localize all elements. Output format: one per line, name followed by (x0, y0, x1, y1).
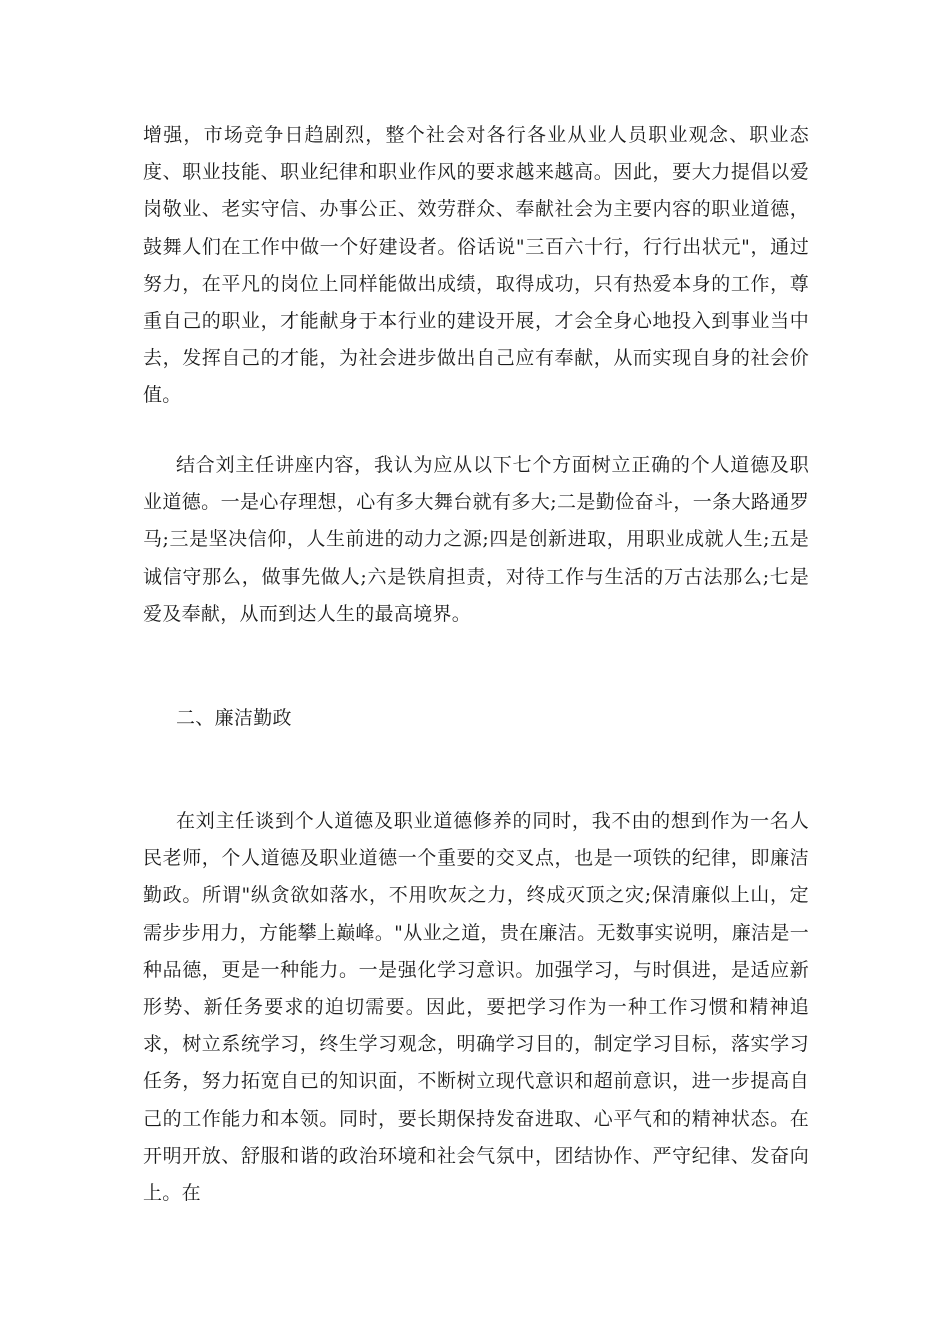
body-paragraph: 在刘主任谈到个人道德及职业道德修养的同时，我不由的想到作为一名人民老师，个人道德及职业道德一个重要的交叉点，也是一项铁的纪律，即廉洁勤政。所谓"纵贪欲如落水，不用吹灰之力，终成灭顶之灾;保清廉似上山，定需步步用力，方能攀上巅峰。"从业之道，贵在廉洁。无数事实说明，廉洁是一种品德，更是一种能力。一是强化学习意识。加强学习，与时俱进，是适应新形势、新任务要求的迫切需要。因此，要把学习作为一种工作习惯和精神追求，树立系统学习，终生学习观念，明确学习目的，制定学习目标，落实学习任务，努力拓宽自已的知识面，不断树立现代意识和超前意识，进一步提高自己的工作能力和本领。同时，要长期保持发奋进取、心平气和的精神状态。在开明开放、舒服和谐的政治环境和社会气氛中，团结协作、严守纪律、发奋向上。在 (143, 810, 809, 1205)
body-paragraph: 增强，市场竞争日趋剧烈，整个社会对各行各业从业人员职业观念、职业态度、职业技能、职业纪律和职业作风的要求越来越高。因此，要大力提倡以爱岗敬业、老实守信、办事公正、效劳群众、奉献社会为主要内容的职业道德，鼓舞人们在工作中做一个好建设者。俗话说"三百六十行，行行出状元"，通过努力，在平凡的岗位上同样能做出成绩，取得成功，只有热爱本身的工作，尊重自己的职业，才能献身于本行业的建设开展，才会全身心地投入到事业当中去，发挥自己的才能，为社会进步做出自己应有奉献，从而实现自身的社会价值。 (143, 124, 809, 407)
body-paragraph: 结合刘主任讲座内容，我认为应从以下七个方面树立正确的个人道德及职业道德。一是心存理想，心有多大舞台就有多大;二是勤俭奋斗，一条大路通罗马;三是坚决信仰，人生前进的动力之源;四是创新进取，用职业成就人生;五是诚信守那么，做事先做人;六是铁肩担责，对待工作与生活的万古法那么;七是爱及奉献，从而到达人生的最高境界。 (143, 454, 809, 625)
section-heading: 二、廉洁勤政 (176, 707, 292, 729)
